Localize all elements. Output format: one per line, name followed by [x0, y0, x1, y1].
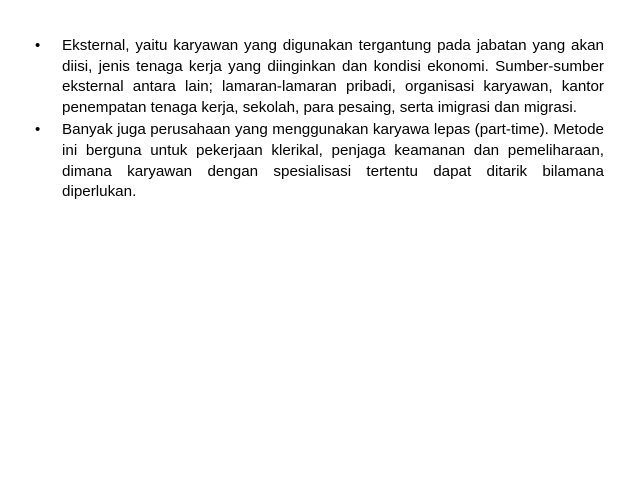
bullet-text: Eksternal, yaitu karyawan yang digunakan tergantung pada jabatan yang akan diisi, jenis tenaga kerja yang diinginkan dan kondisi ekonomi. Sumber-sumber eksternal antara lain; lamaran-lamaran pribadi, organisasi karyawan, kantor penempatan tenaga kerja, sekolah, para pesaing, serta imigrasi dan migrasi. [62, 37, 604, 116]
bullet-item-eksternal [30, 36, 604, 118]
bullet-text: Banyak juga perusahaan yang menggunakan karyawa lepas (part-time). Metode ini berguna untuk pekerjaan klerikal, penjaga keamanan dan pemeliharaan, dimana karyawan dengan spesialisasi tertentu dapat ditarik bilamana diperlukan. [62, 121, 604, 201]
bullet-marker: • [35, 121, 41, 139]
bullet-marker: • [35, 37, 41, 54]
bullet-item-part-time [30, 120, 604, 202]
bullet-list [30, 36, 604, 205]
